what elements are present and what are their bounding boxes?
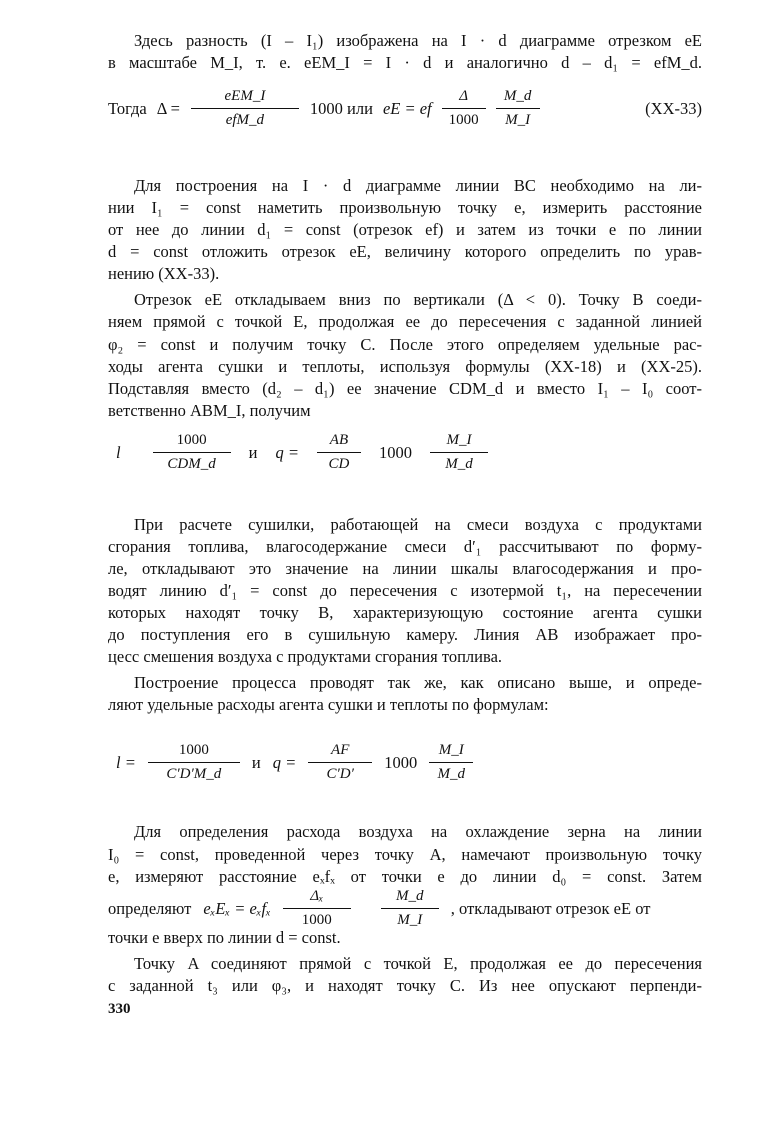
page-number: 330 xyxy=(108,1001,131,1017)
text-line: I₀ = const, проведенной через точку A, намечают произвольную точку xyxy=(108,845,702,864)
equation-text: , откладывают отрезок eE от xyxy=(450,898,651,918)
text-line: нению (XX-33). xyxy=(108,264,220,283)
equation-ex xyxy=(108,888,650,929)
equation-text: и xyxy=(248,442,258,462)
text-line: ле, откладывают это значение на линии шкалы влагосодержания и про- xyxy=(108,559,702,578)
fraction xyxy=(430,432,488,473)
text-line: Для построения на I · d диаграмме линии BC необходимо на ли- xyxy=(134,176,702,195)
text-line: Подставляя вместо (d₂ – d₁) ее значение CDM_d и вместо I₁ – I₀ соот- xyxy=(108,379,702,398)
equation-text: q = xyxy=(275,442,299,462)
denominator: efM_d xyxy=(225,112,265,128)
denominator: C′D′M_d xyxy=(166,766,222,782)
text-line: ходы агента сушки и теплоты, используя формулы (XX-18) и (XX-25). xyxy=(108,357,702,376)
numerator: eEM_I xyxy=(191,88,299,109)
text-line: Здесь разность (I – I₁) изображена на I · d диаграмме отрезком eE xyxy=(134,31,702,50)
text-line: няем прямой с точкой E, продолжая ее до пересечения с заданной линией xyxy=(108,312,702,331)
numerator: AF xyxy=(308,742,372,763)
fraction xyxy=(153,432,231,473)
denominator: M_I xyxy=(505,112,531,128)
equation-text: q = xyxy=(272,752,297,772)
text-line: φ₂ = const и получим точку C. После этого определяем удельные рас- xyxy=(108,335,702,354)
text-line: водят линию d′₁ = const до пересечения с изотермой t₁, на пересечении xyxy=(108,581,702,600)
fraction xyxy=(442,88,486,129)
denominator: CDM_d xyxy=(167,456,216,472)
text-line: цесс смешения воздуха с продуктами сгорания топлива. xyxy=(108,647,503,666)
text-line: Построение процесса проводят так же, как описано выше, и опреде- xyxy=(134,673,702,692)
denominator: CD xyxy=(328,456,350,472)
fraction xyxy=(308,742,372,783)
fraction xyxy=(381,888,439,929)
equation-xx-33 xyxy=(108,88,702,129)
denominator: C′D′ xyxy=(326,766,354,782)
fraction xyxy=(496,88,540,129)
text-line: нии I₁ = const наметить произвольную точку e, измерить расстояние xyxy=(108,198,702,217)
text-line: d = const отложить отрезок eE, величину которого определить по урав- xyxy=(108,242,702,261)
numerator: M_I xyxy=(430,432,488,453)
equation-text: Δ = xyxy=(156,98,180,118)
numerator: 1000 xyxy=(148,742,240,763)
equation-l-q xyxy=(116,432,488,473)
numerator: 1000 xyxy=(153,432,231,453)
equation-text: l = xyxy=(116,752,136,772)
numerator: Δ xyxy=(442,88,486,109)
text-line: e, измеряют расстояние eₓfₓ от точки e до линии d₀ = const. Затем xyxy=(108,867,702,886)
numerator: M_I xyxy=(429,742,473,763)
equation-text: 1000 или xyxy=(309,98,373,118)
numerator: M_d xyxy=(381,888,439,909)
text-line: Для определения расхода воздуха на охлаждение зерна на линии xyxy=(134,822,702,841)
denominator: M_d xyxy=(445,456,473,472)
equation-text: 1000 xyxy=(384,752,418,772)
text-line: Отрезок eE откладываем вниз по вертикали (Δ < 0). Точку B соеди- xyxy=(134,290,702,309)
equation-text: Тогда xyxy=(108,98,147,118)
denominator: 1000 xyxy=(448,112,479,128)
fraction xyxy=(148,742,240,783)
text-line: Точку A соединяют прямой с точкой E, продолжая ее до пересечения xyxy=(134,954,702,973)
fraction xyxy=(190,88,300,129)
numerator: M_d xyxy=(496,88,540,109)
text-line: от нее до линии d₁ = const (отрезок ef) и затем из точки e по линии xyxy=(108,220,702,239)
text-line: точки e вверх по линии d = const. xyxy=(108,928,341,947)
numerator: Δₓ xyxy=(283,888,351,909)
text-line: ветственно ABM_I, получим xyxy=(108,401,311,420)
text-line: ляют удельные расходы агента сушки и теплоты по формулам: xyxy=(108,695,549,714)
text-line: При расчете сушилки, работающей на смеси воздуха с продуктами xyxy=(134,515,702,534)
denominator: M_d xyxy=(437,766,465,782)
fraction xyxy=(317,432,361,473)
denominator: 1000 xyxy=(301,912,332,928)
equation-l-q-prime xyxy=(116,742,473,783)
equation-text: l xyxy=(116,442,121,462)
text-line: с заданной t₃ или φ₃, и находят точку C. Из нее опускают перпенди- xyxy=(108,976,702,995)
equation-label: (XX-33) xyxy=(645,98,702,118)
text-line: сгорания топлива, влагосодержание смеси d′₁ рассчитывают по форму- xyxy=(108,537,702,556)
text-line: до поступления его в сушильную камеру. Линия AB изображает про- xyxy=(108,625,702,644)
text-line: которых находят точку B, характеризующую состояние агента сушки xyxy=(108,603,702,622)
text-line: в масштабе M_I, т. е. eEM_I = I · d и аналогично d – d₁ = efM_d. xyxy=(108,53,702,72)
numerator: AB xyxy=(317,432,361,453)
equation-text: eE = ef xyxy=(382,98,432,118)
equation-text: определяют xyxy=(108,898,192,918)
denominator: M_I xyxy=(397,912,423,928)
equation-text: и xyxy=(251,752,261,772)
equation-text: eₓEₓ = eₓfₓ xyxy=(203,898,271,918)
fraction xyxy=(429,742,473,783)
equation-text: 1000 xyxy=(378,442,412,462)
fraction xyxy=(283,888,351,929)
